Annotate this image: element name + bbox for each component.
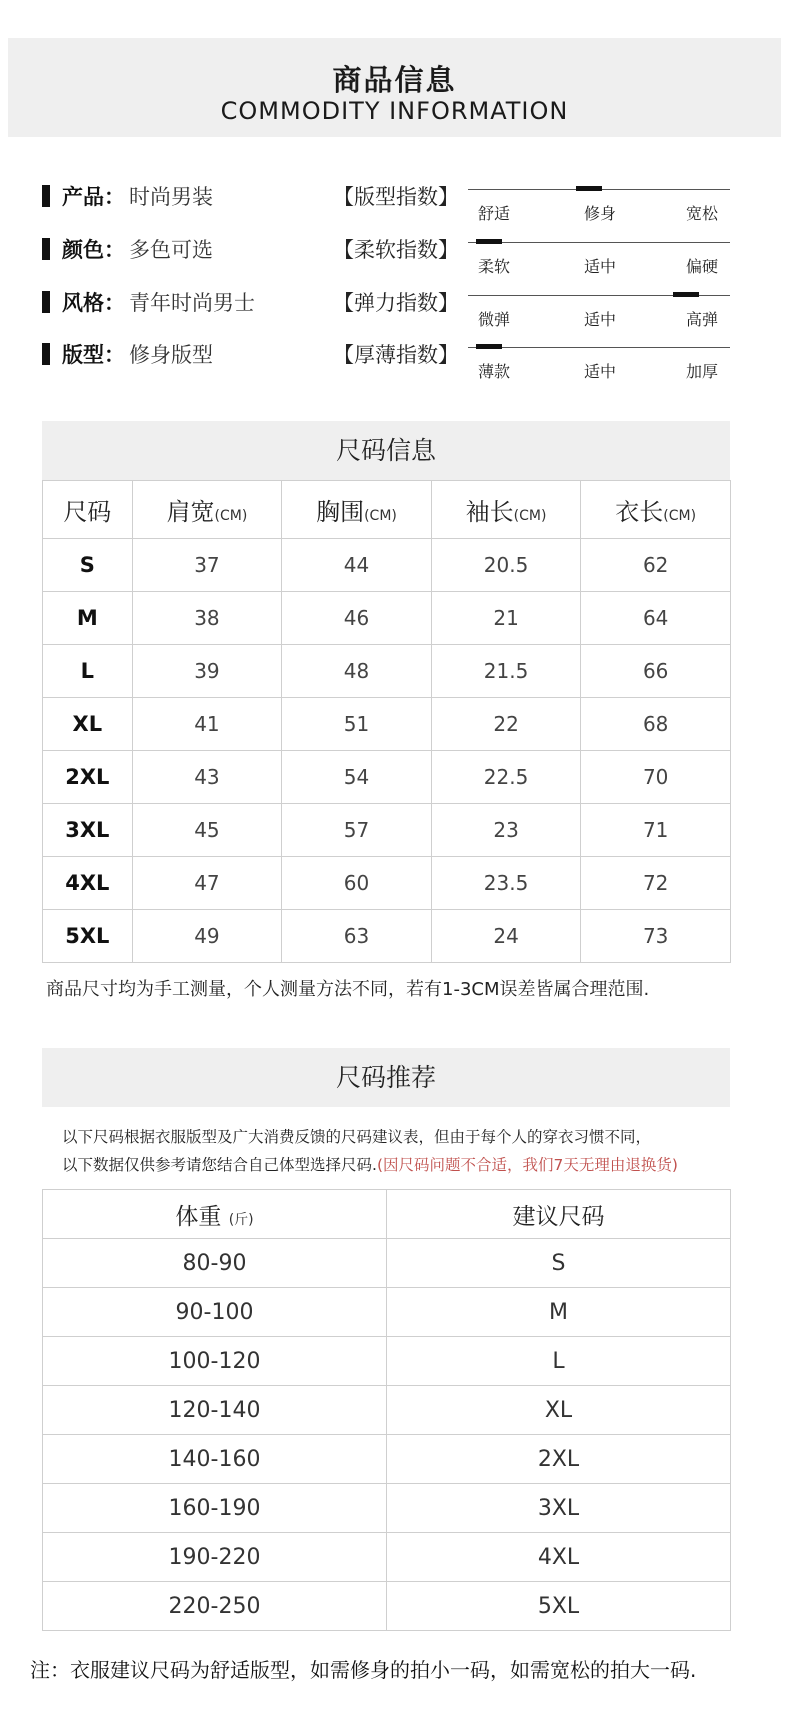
table-cell: 71 <box>581 804 731 857</box>
column-header-name: 体重 <box>175 1203 222 1230</box>
table-row <box>43 804 731 857</box>
table-header-row <box>43 481 731 539</box>
page-title: 商品信息 <box>332 63 457 97</box>
bullet-bar <box>42 185 50 207</box>
table-cell: 41 <box>132 698 282 751</box>
recommend-table <box>42 1189 731 1631</box>
index-scale-fit <box>468 189 730 225</box>
table-row <box>43 1582 731 1631</box>
table-cell: 21 <box>431 592 581 645</box>
page-subtitle: COMMODITY INFORMATION <box>220 97 569 125</box>
table-cell: 120-140 <box>43 1386 387 1435</box>
table-cell: 23 <box>431 804 581 857</box>
table-row <box>43 1484 731 1533</box>
table-cell: S <box>43 539 133 592</box>
index-scale-softness <box>468 242 730 278</box>
column-header-unit: (CM) <box>663 508 697 524</box>
table-cell: 45 <box>132 804 282 857</box>
table-cell: 57 <box>282 804 432 857</box>
bullet-bar <box>42 343 50 365</box>
table-cell: 47 <box>132 857 282 910</box>
info-label: 风格： <box>62 291 125 315</box>
column-header-name: 建议尺码 <box>512 1203 605 1230</box>
table-row <box>43 592 731 645</box>
table-row <box>43 539 731 592</box>
table-cell: L <box>43 645 133 698</box>
column-header <box>282 481 432 539</box>
table-row <box>43 1337 731 1386</box>
table-cell: 5XL <box>43 910 133 963</box>
table-row <box>43 698 731 751</box>
info-value: 修身版型 <box>129 343 213 367</box>
table-cell: 48 <box>282 645 432 698</box>
info-label: 产品： <box>62 185 125 209</box>
scale-tick: 加厚 <box>686 362 719 381</box>
info-value: 时尚男装 <box>129 185 213 209</box>
info-value: 青年时尚男士 <box>129 291 255 315</box>
scale-marker <box>576 186 602 191</box>
table-cell: 3XL <box>387 1484 731 1533</box>
scale-tick: 舒适 <box>478 204 511 223</box>
column-header <box>387 1190 731 1239</box>
table-row <box>43 910 731 963</box>
footer-note: 注：衣服建议尺码为舒适版型，如需修身的拍小一码，如需宽松的拍大一码. <box>30 1658 697 1682</box>
scale-tick: 柔软 <box>478 257 511 276</box>
scale-tick: 适中 <box>584 362 617 381</box>
recommend-section-title: 尺码推荐 <box>42 1048 730 1107</box>
column-header-name: 肩宽 <box>166 498 215 526</box>
index-label-softness: 【柔软指数】 <box>333 238 459 262</box>
table-cell: XL <box>43 698 133 751</box>
scale-tick: 宽松 <box>686 204 719 223</box>
index-label-thickness: 【厚薄指数】 <box>333 343 459 367</box>
scale-tick: 适中 <box>584 310 617 329</box>
scale-tick: 偏硬 <box>686 257 719 276</box>
scale-tick: 薄款 <box>478 362 511 381</box>
table-cell: 66 <box>581 645 731 698</box>
column-header-unit: (斤) <box>228 1211 254 1228</box>
table-cell: 190-220 <box>43 1533 387 1582</box>
scale-marker <box>476 344 502 349</box>
size-section-title: 尺码信息 <box>42 421 730 480</box>
info-value: 多色可选 <box>129 238 213 262</box>
table-header-row <box>43 1190 731 1239</box>
column-header-name: 尺码 <box>63 498 112 526</box>
table-row <box>43 751 731 804</box>
table-cell: 21.5 <box>431 645 581 698</box>
scale-marker <box>476 239 502 244</box>
table-cell: 80-90 <box>43 1239 387 1288</box>
column-header-name: 胸围 <box>316 498 365 526</box>
index-scale-elasticity <box>468 295 730 331</box>
info-row-color <box>42 234 372 264</box>
table-row <box>43 1239 731 1288</box>
bullet-bar <box>42 291 50 313</box>
index-scale-thickness <box>468 347 730 383</box>
table-cell: 100-120 <box>43 1337 387 1386</box>
table-cell: 20.5 <box>431 539 581 592</box>
table-cell: 54 <box>282 751 432 804</box>
table-cell: 60 <box>282 857 432 910</box>
table-cell: 68 <box>581 698 731 751</box>
bullet-bar <box>42 238 50 260</box>
info-row-style <box>42 287 372 317</box>
table-row <box>43 1435 731 1484</box>
return-policy-text: (因尺码问题不合适，我们7天无理由退换货) <box>376 1156 678 1174</box>
table-cell: 22 <box>431 698 581 751</box>
table-row <box>43 1288 731 1337</box>
table-cell: S <box>387 1239 731 1288</box>
table-cell: 51 <box>282 698 432 751</box>
table-cell: 160-190 <box>43 1484 387 1533</box>
table-cell: 24 <box>431 910 581 963</box>
column-header <box>43 481 133 539</box>
table-cell: 43 <box>132 751 282 804</box>
table-row <box>43 1386 731 1435</box>
recommend-intro <box>42 1103 730 1190</box>
table-cell: 23.5 <box>431 857 581 910</box>
column-header-unit: (CM) <box>364 508 397 524</box>
scale-line <box>468 347 730 348</box>
column-header-name: 衣长 <box>615 498 664 526</box>
table-cell: 70 <box>581 751 731 804</box>
info-label: 颜色： <box>62 238 125 262</box>
column-header-name: 袖长 <box>465 498 514 526</box>
column-header-unit: (CM) <box>513 508 547 524</box>
info-row-product <box>42 181 372 211</box>
table-cell: 4XL <box>43 857 133 910</box>
recommend-intro-line2 <box>62 1153 678 1175</box>
table-cell: 220-250 <box>43 1582 387 1631</box>
table-row <box>43 645 731 698</box>
table-cell: 73 <box>581 910 731 963</box>
scale-marker <box>673 292 699 297</box>
table-cell: L <box>387 1337 731 1386</box>
table-cell: 3XL <box>43 804 133 857</box>
table-cell: 38 <box>132 592 282 645</box>
recommend-intro-line1: 以下尺码根据衣服版型及广大消费反馈的尺码建议表，但由于每个人的穿衣习惯不同， <box>62 1128 652 1146</box>
scale-tick: 修身 <box>584 204 617 223</box>
recommend-intro-text: 以下数据仅供参考请您结合自己体型选择尺码. <box>62 1156 377 1174</box>
table-cell: 46 <box>282 592 432 645</box>
index-label-fit: 【版型指数】 <box>333 185 459 209</box>
table-cell: 62 <box>581 539 731 592</box>
table-row <box>43 857 731 910</box>
size-table <box>42 480 731 963</box>
table-cell: 49 <box>132 910 282 963</box>
column-header <box>132 481 282 539</box>
scale-line <box>468 242 730 243</box>
table-cell: 64 <box>581 592 731 645</box>
table-cell: 5XL <box>387 1582 731 1631</box>
column-header <box>43 1190 387 1239</box>
table-cell: XL <box>387 1386 731 1435</box>
size-measurement-note: 商品尺寸均为手工测量，个人测量方法不同，若有1-3CM误差皆属合理范围. <box>46 979 650 1000</box>
table-cell: M <box>43 592 133 645</box>
table-row <box>43 1533 731 1582</box>
table-cell: 37 <box>132 539 282 592</box>
table-cell: 72 <box>581 857 731 910</box>
table-cell: 90-100 <box>43 1288 387 1337</box>
table-cell: 4XL <box>387 1533 731 1582</box>
info-row-fit <box>42 339 372 369</box>
table-cell: 2XL <box>43 751 133 804</box>
header-banner <box>8 38 781 137</box>
scale-tick: 微弹 <box>478 310 511 329</box>
column-header <box>581 481 731 539</box>
table-cell: 140-160 <box>43 1435 387 1484</box>
table-cell: M <box>387 1288 731 1337</box>
table-cell: 22.5 <box>431 751 581 804</box>
table-cell: 44 <box>282 539 432 592</box>
table-cell: 63 <box>282 910 432 963</box>
column-header-unit: (CM) <box>214 508 248 524</box>
table-cell: 39 <box>132 645 282 698</box>
table-cell: 2XL <box>387 1435 731 1484</box>
scale-tick: 适中 <box>584 257 617 276</box>
column-header <box>431 481 581 539</box>
index-label-elasticity: 【弹力指数】 <box>333 291 459 315</box>
info-label: 版型： <box>62 343 125 367</box>
scale-tick: 高弹 <box>686 310 719 329</box>
